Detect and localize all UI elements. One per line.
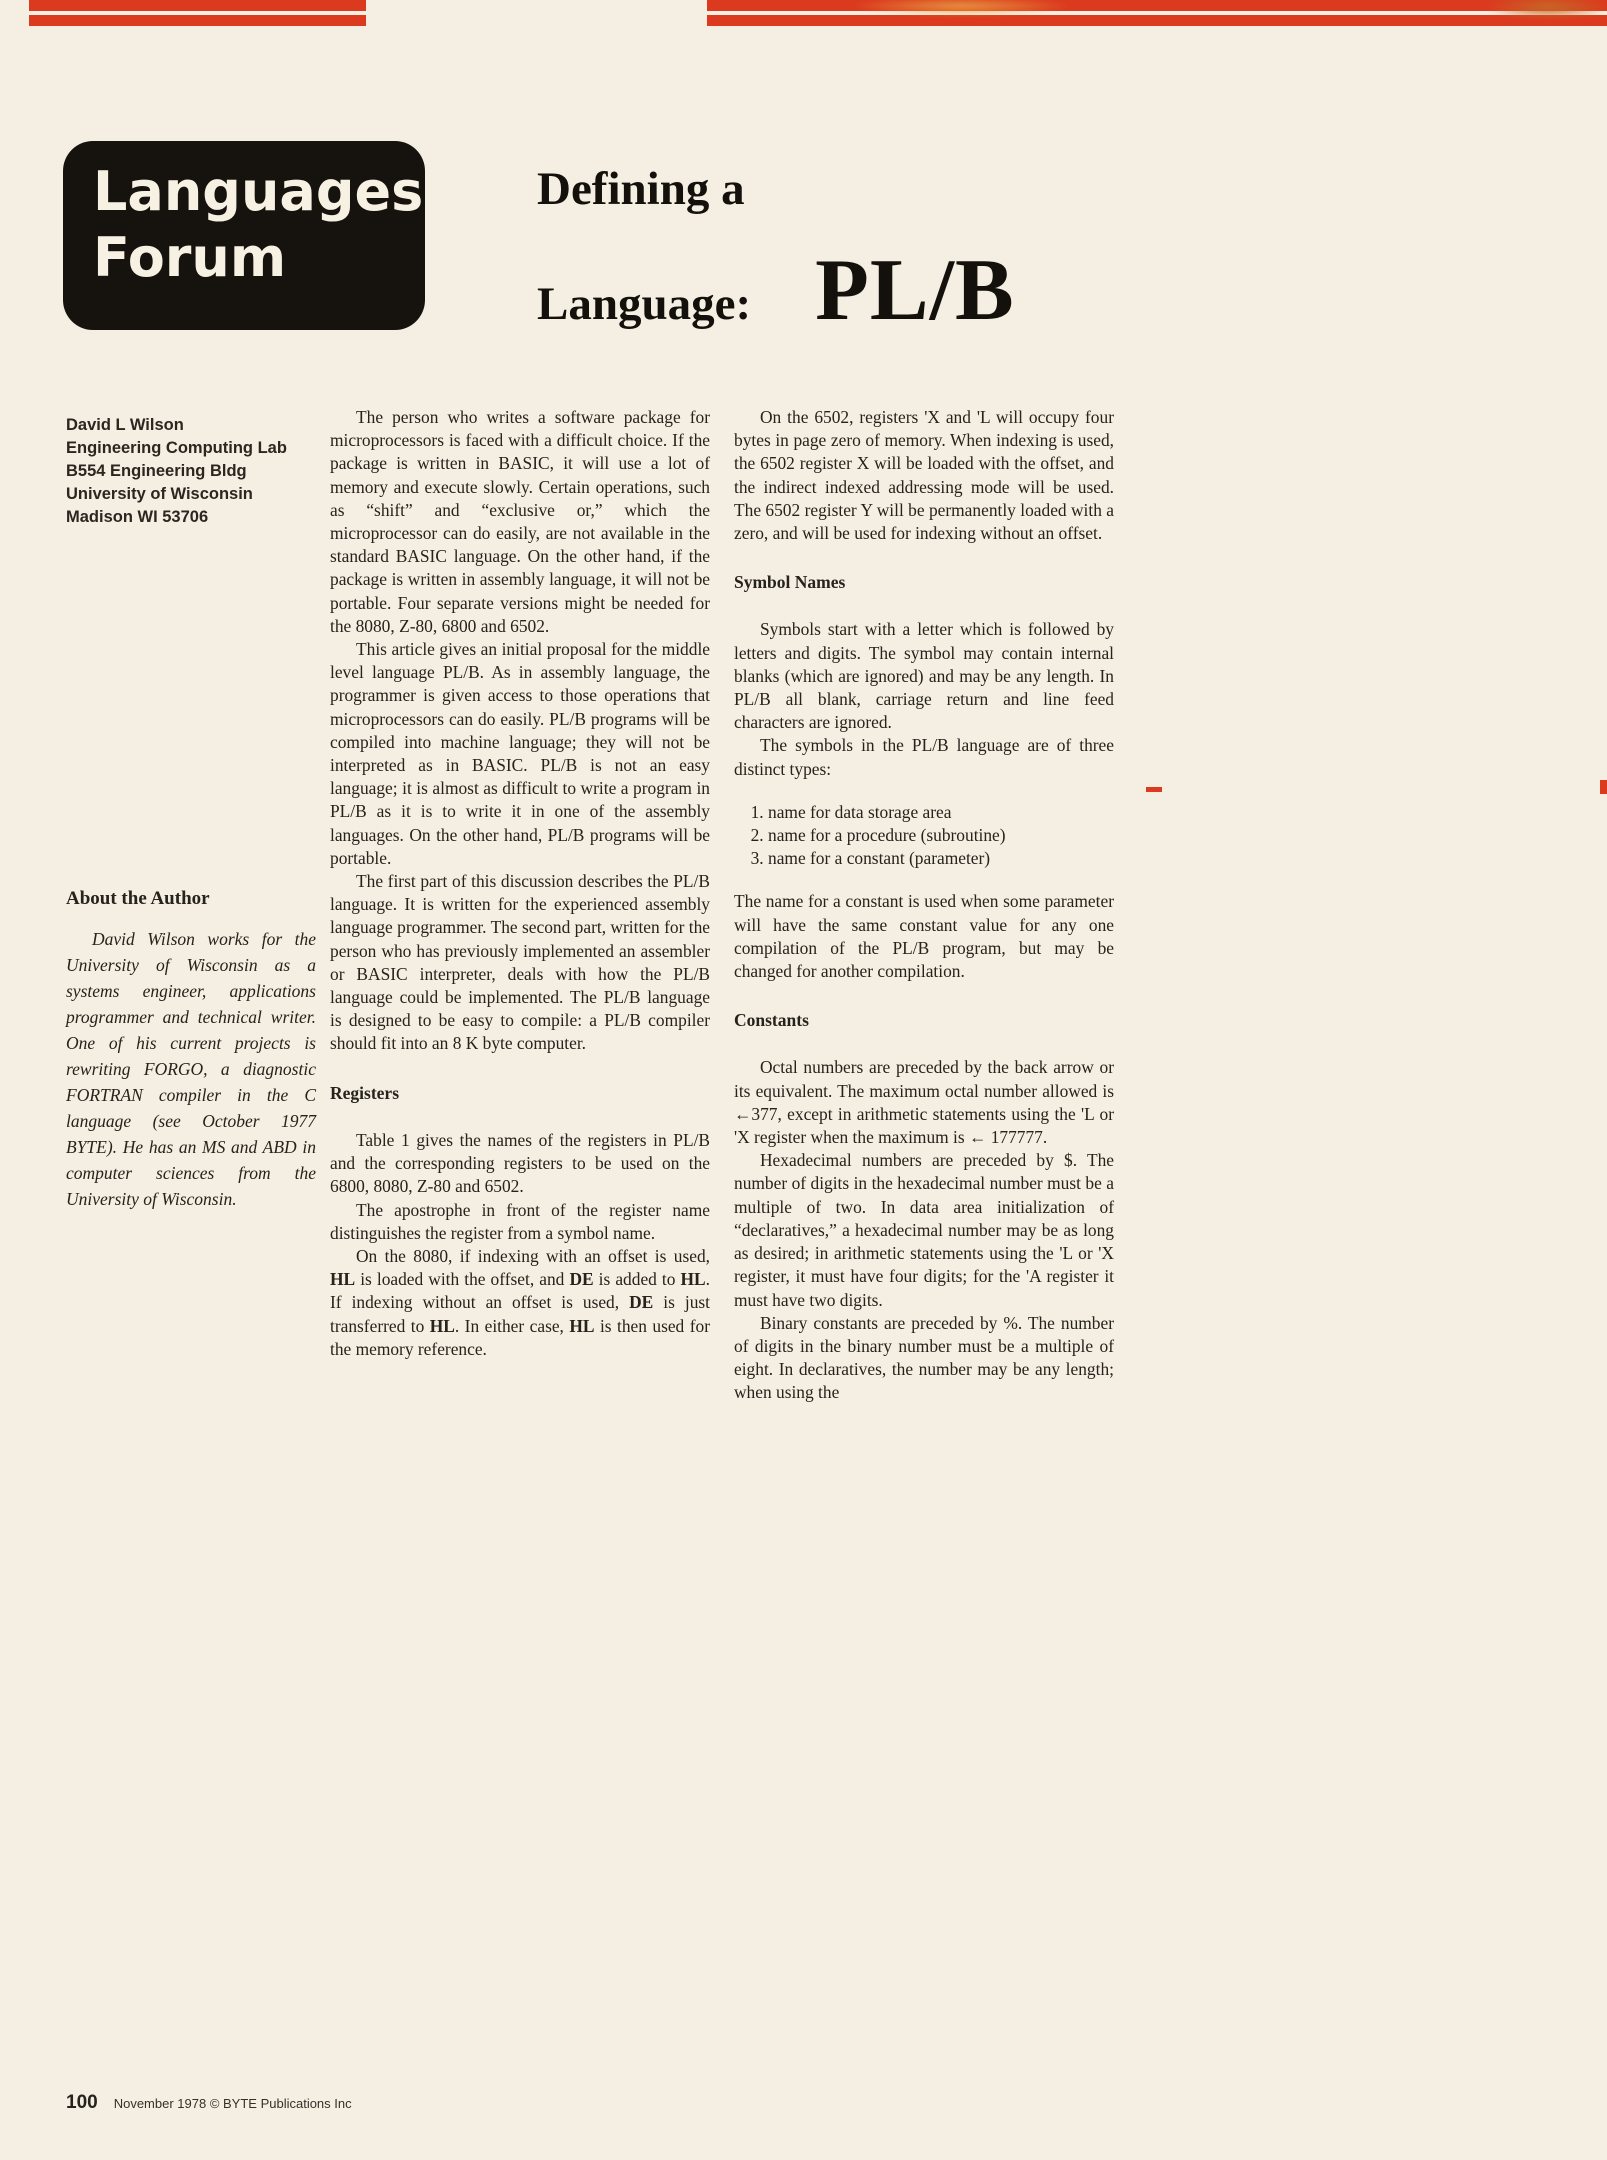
list-item: 2. name for a procedure (subroutine) [768,824,1114,847]
author-block [66,414,287,529]
page-number: 100 [66,2092,98,2113]
scan-smudge-corner [1488,0,1607,20]
list-item: 1. name for data storage area [768,801,1114,824]
text-run: . In either case, [454,1315,570,1336]
paragraph: Symbols start with a letter which is followed by letters and digits. The symbol may contain internal blanks (which are ignored) and may be any length. In PL/B all blank, carriage return and line feed characters are ignored. [734,619,1114,733]
page-footer [66,2092,352,2114]
paragraph: Hexadecimal numbers are preceded by $. The number of digits in the hexadecimal number must be a multiple of two. In data area initialization of “declaratives,” a hexadecimal number may be as long as desired; in arithmetic statements using the 'L or 'X register, it must have four digits; for the 'A register it must have two digits. [734,1150,1114,1310]
register-name-bold: HL [330,1269,356,1290]
section-heading-registers: Registers [330,1082,400,1103]
paragraph: On the 6502, registers 'X and 'L will occupy four bytes in page zero of memory. When indexing is used, the 6502 register X will be loaded with the offset, and the indirect indexed addressing mode will be used. The 6502 register Y will be permanently loaded with a zero, and will be used for indexing without an offset. [734,407,1114,544]
list-item: 3. name for a constant (parameter) [768,847,1114,870]
scan-smudge [852,0,1070,16]
author-building: B554 Engineering Bldg [66,462,247,480]
text-run: is then used for the memory reference. [330,1315,710,1359]
text-run: is loaded with the offset, and [355,1269,570,1290]
red-edge-mark [1600,780,1607,794]
top-stripe-left-1 [29,0,366,11]
title-line-2-row [537,240,1015,341]
paragraph [330,1245,710,1361]
article-title [537,164,1015,341]
section-heading-symbol-names: Symbol Names [734,572,846,593]
author-name: David L Wilson [66,416,184,434]
register-name-bold: HL [680,1269,706,1290]
top-stripe-right-1 [707,0,1607,11]
top-stripe-right-2 [707,15,1607,26]
paragraph: Octal numbers are preceded by the back arrow or its equivalent. The maximum octal number allowed is ←377, except in arithmetic statements using the 'L or 'X register when the maximum is ← 177777. [734,1057,1114,1148]
author-org: Engineering Computing Lab [66,439,287,457]
footer-text: November 1978 © BYTE Publications Inc [113,2096,352,2111]
top-stripe-left-2 [29,15,366,26]
paragraph: This article gives an initial proposal for the middle level language PL/B. As in assembly language, the programmer is given access to those operations that microprocessors can do easily. PL/B programs will be compiled into machine language; they will not be interpreted as in BASIC. PL/B is not an easy language; it is almost as difficult to write a program in PL/B as it is to write it in one of the assembly languages. On the other hand, PL/B programs will be portable. [330,639,710,868]
paragraph: The person who writes a software package for microprocessors is faced with a difficult choice. If the package is written in BASIC, it will use a lot of memory and execute slowly. Certain operations, such as “shift” and “exclusive or,” which the microprocessor can do easily, are not available in the standard BASIC language. On the other hand, if the package is written in assembly language, it will not be portable. Four separate versions might be needed for the 8080, Z-80, 6800 and 6502. [330,407,710,636]
logo-text-languages: Languages [93,160,424,223]
text-run: is just transferred to [330,1292,710,1336]
article-column-middle [330,406,710,1361]
about-heading: About the Author [66,888,210,909]
paragraph: Table 1 gives the names of the registers in PL/B and the corresponding registers to be used on the 6800, 8080, Z-80 and 6502. [330,1129,710,1197]
register-name-bold: HL [569,1315,595,1336]
paragraph: The name for a constant is used when some parameter will have the same constant value for any one compilation of the PL/B program, but may be changed for another compilation. [734,891,1114,982]
section-heading-constants: Constants [734,1010,809,1031]
paragraph: The apostrophe in front of the register name distinguishes the register from a symbol name. [330,1199,710,1243]
languages-forum-logo [63,141,425,330]
about-the-author [66,888,316,1212]
paragraph: Binary constants are preceded by %. The number of digits in the binary number must be a multiple of eight. In declaratives, the number may be any length; when using the [734,1312,1114,1403]
title-line-1: Defining a [537,163,745,215]
register-name-bold: DE [569,1269,594,1290]
text-run: . If indexing without an offset is used, [330,1269,711,1313]
text-run: On the 8080, if indexing with an offset is used, [356,1245,710,1266]
article-column-right [734,406,1114,1405]
register-name-bold: DE [629,1292,654,1313]
title-line-2: Language: [537,278,752,330]
author-university: University of Wisconsin [66,485,253,503]
register-name-bold: HL [429,1315,455,1336]
paragraph: The symbols in the PL/B language are of three distinct types: [734,735,1114,779]
title-language-name: PL/B [815,242,1015,339]
red-edge-mark [1146,787,1162,792]
text-run: is added to [593,1269,681,1290]
symbol-types-list [744,801,1114,871]
author-city: Madison WI 53706 [66,508,209,526]
about-body: David Wilson works for the University of Wisconsin as a systems engineer, applications programmer and technical writer. One of his current projects is rewriting FORGO, a diagnostic FORTRAN compiler in the C language (see October 1977 BYTE). He has an MS and ABD in computer sciences from the University of Wisconsin. [66,929,316,1209]
logo-text-forum: Forum [93,226,287,289]
paragraph: The first part of this discussion describes the PL/B language. It is written for the experienced assembly language programmer. The second part, written for the person who has previously implemented an assembler or BASIC interpreter, deals with how the PL/B language could be implemented. The PL/B language is designed to be easy to compile: a PL/B compiler should fit into an 8 K byte computer. [330,871,710,1054]
